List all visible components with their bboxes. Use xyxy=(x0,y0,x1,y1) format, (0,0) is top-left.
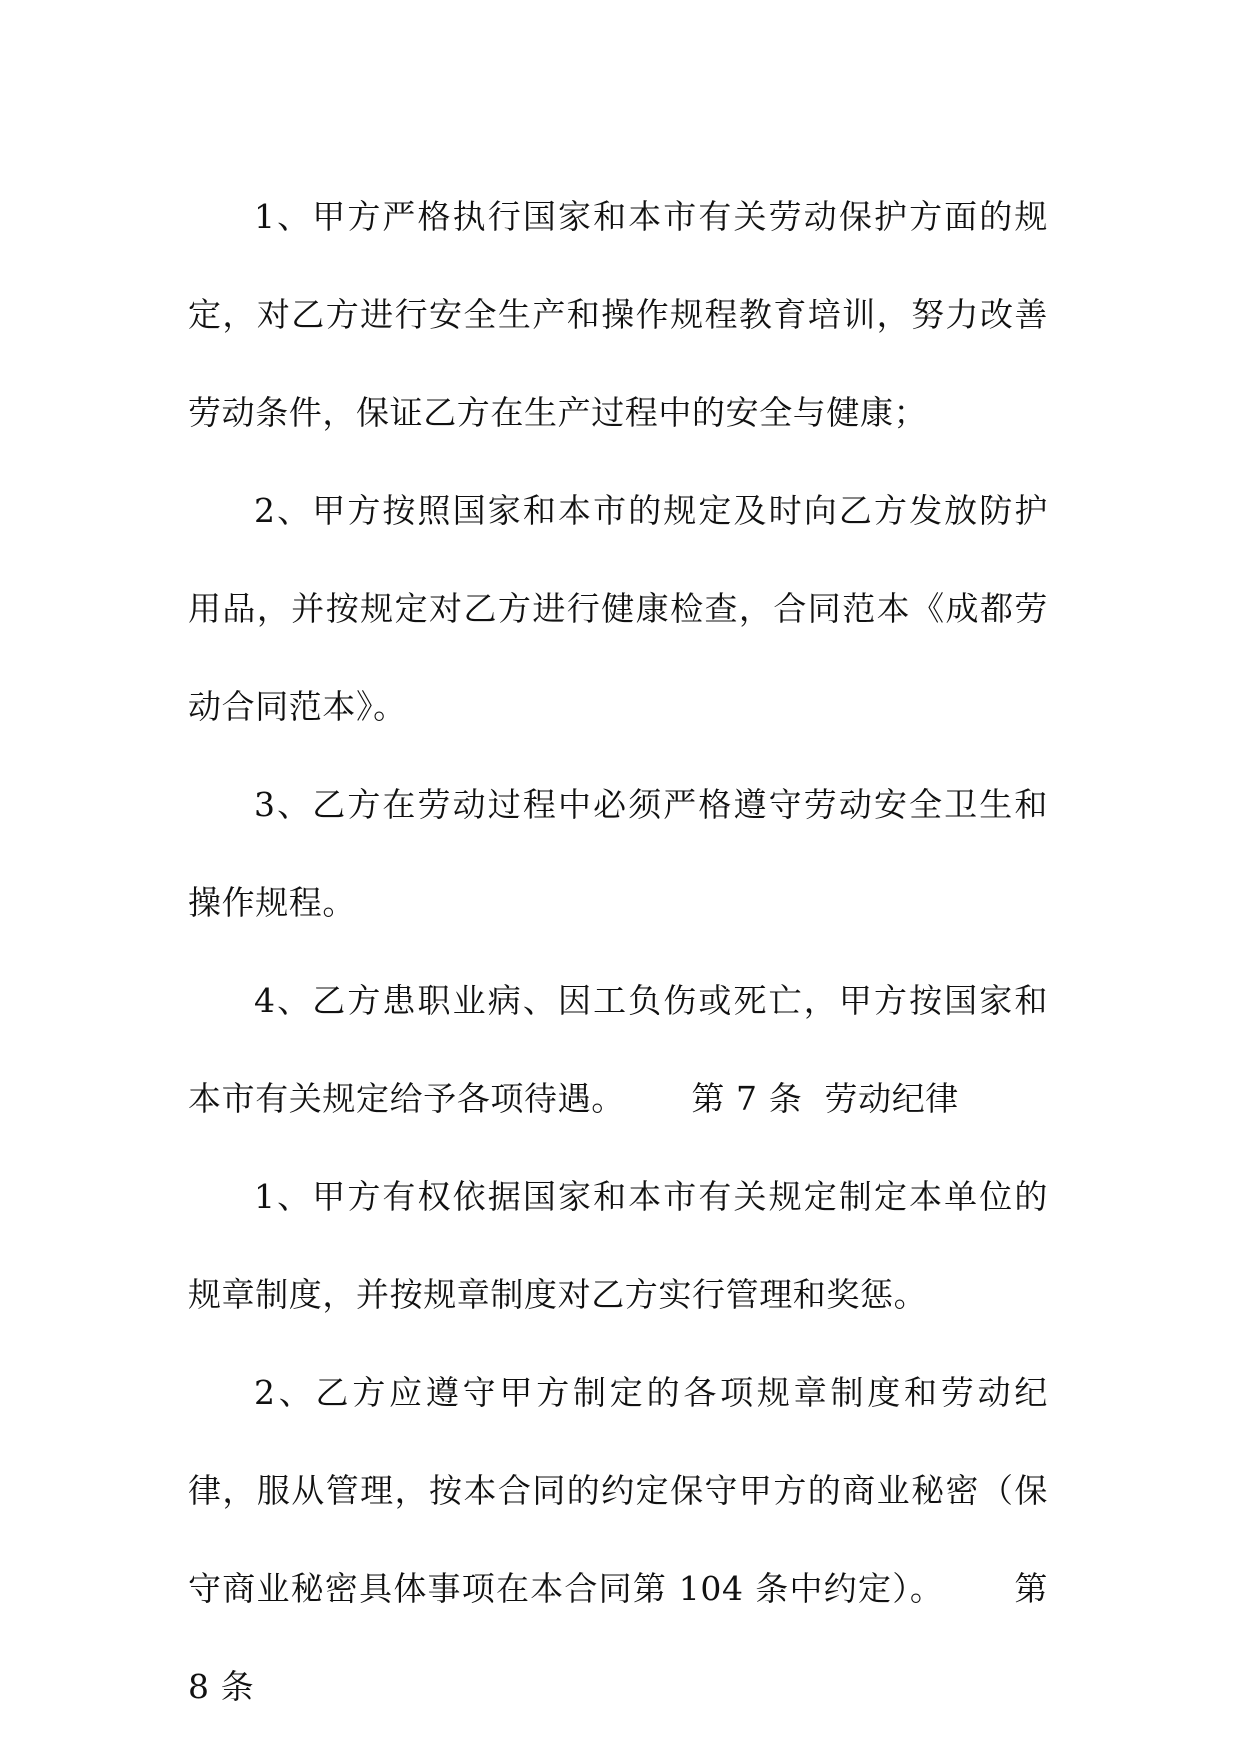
paragraph-safety-compliance: 3、乙方在劳动过程中必须严格遵守劳动安全卫生和操作规程。 xyxy=(188,785,1048,922)
document-body xyxy=(188,168,1060,1736)
paragraph-discipline-confidentiality: 2、乙方应遵守甲方制定的各项规章制度和劳动纪律，服从管理，按本合同的约定保守甲方的商业秘密（保守商业秘密具体事项在本合同第 104 条中约定）。 第 8 条 xyxy=(188,1373,1060,1706)
paragraph-injury-benefits: 4、乙方患职业病、因工负伤或死亡，甲方按国家和本市有关规定给予各项待遇。 第 7 条 劳动纪律 xyxy=(188,981,1048,1118)
paragraph-rules-authority: 1、甲方有权依据国家和本市有关规定制定本单位的规章制度，并按规章制度对乙方实行管理和奖惩。 xyxy=(188,1177,1048,1314)
paragraph-protective-equipment: 2、甲方按照国家和本市的规定及时向乙方发放防护用品，并按规定对乙方进行健康检查，合同范本《成都劳动合同范本》。 xyxy=(188,491,1048,726)
paragraph-safety-training: 1、甲方严格执行国家和本市有关劳动保护方面的规定，对乙方进行安全生产和操作规程教育培训，努力改善劳动条件，保证乙方在生产过程中的安全与健康； xyxy=(188,197,1048,432)
